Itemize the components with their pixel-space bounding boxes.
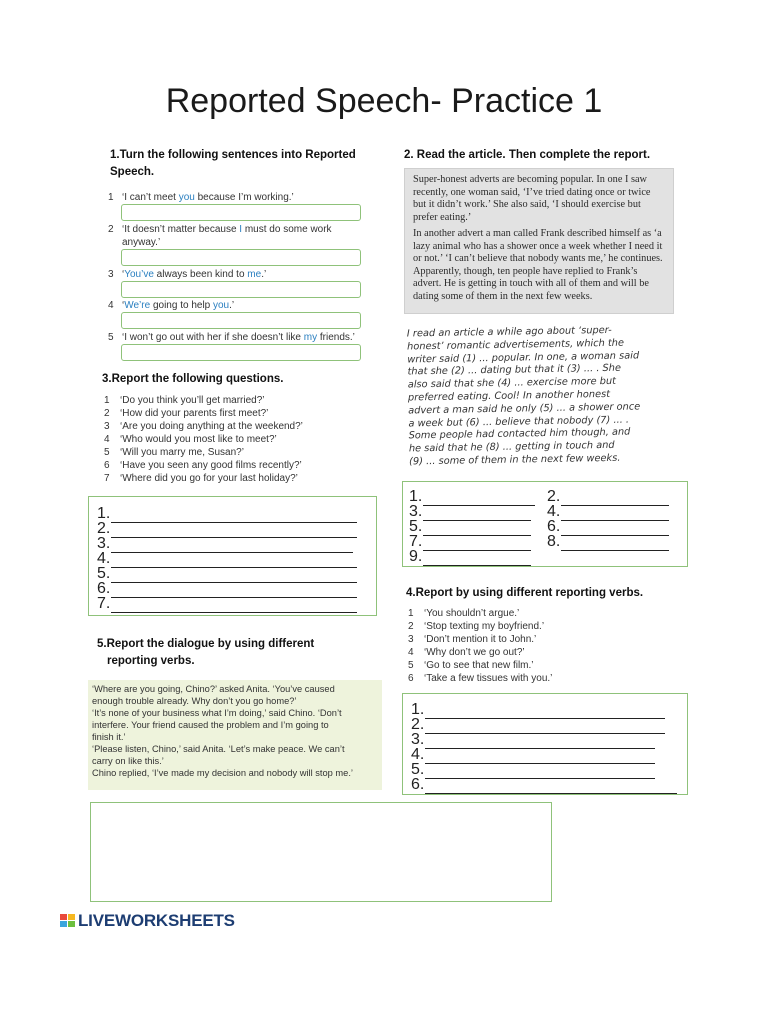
dialogue-text: ‘Where are you going, Chino?’ asked Anita. ‘You’ve caused enough trouble already. Why don’t you go home?’ ‘It’s none of your business what I’m doing,’ said Chino. ‘Don’t interfere. Your friend caused the problem and I’m going to finish it.’ ‘Please listen, Chino,’ said Anita. ‘Let’s make peace. We can’t carry on like this.’ Chino replied, ‘I’ve made my decision and nobody will stop me.’ xyxy=(88,680,382,790)
answer-line-3-6[interactable]: 6. xyxy=(97,580,357,598)
answer-line-3-1[interactable]: 1. xyxy=(97,505,357,523)
list-item: 1 ‘You shouldn’t argue.’ xyxy=(408,608,520,619)
answer-line-2-5[interactable]: 5. xyxy=(409,518,531,536)
list-item: 2 ‘Stop texting my boyfriend.’ xyxy=(408,621,545,632)
list-item: 6 ‘Have you seen any good films recently?’ xyxy=(104,460,302,471)
list-item: 3 ‘Don’t mention it to John.’ xyxy=(408,634,537,645)
section3-answer-box xyxy=(88,496,377,616)
answer-line-4-3[interactable]: 3. xyxy=(411,731,655,749)
answer-line-2-4[interactable]: 4. xyxy=(547,503,669,521)
article-text: Super-honest adverts are becoming popular. In one I saw recently, one woman said, ‘I’ve tried dating once or twice but it didn’t work.’ She also said, ‘I should exercise but prefer eating.’ In another advert a man called Frank described himself as ‘a lazy animal who has a shower once a week whether I need it or not.’ ‘I can’t believe that nobody wants me,’ he continues. Apparently, though, ten people have replied to Frank’s advert. He is getting in touch with all of them and will be dating some of them in the next few weeks. xyxy=(404,168,674,314)
answer-line-4-5[interactable]: 5. xyxy=(411,761,655,779)
list-item: 3 ‘Are you doing anything at the weekend?’ xyxy=(104,421,303,432)
answer-line-3-2[interactable]: 2. xyxy=(97,520,357,538)
answer-line-3-7[interactable]: 7. xyxy=(97,595,357,613)
section3-list xyxy=(104,394,303,485)
answer-line-2-7[interactable]: 7. xyxy=(409,533,531,551)
section2-title: 2. Read the article. Then complete the report. xyxy=(404,149,651,161)
liveworksheets-logo xyxy=(60,911,235,931)
answer-line-3-4[interactable]: 4. xyxy=(97,550,357,568)
answer-line-4-6[interactable]: 6. xyxy=(411,776,677,794)
section2-answer-box xyxy=(402,481,688,567)
section5-title: 5.Report the dialogue by using different reporting verbs. xyxy=(97,638,315,667)
answer-line-4-2[interactable]: 2. xyxy=(411,716,665,734)
report-text: I read an article a while ago about ‘super- honest’ romantic advertisements, which the writer said (1) ... popular. In one, a woman said that she (2) ... dating but that it (3) ... . She also said that she (4) ... exercise more but preferred eating. Cool! In another honest advert a man said he only (5) ... a shower once a week but (6) ... believe that nobody (7) ... . Some people had contacted him though, and he said that he (8) ... getting in touch and (9) ... some of them in the next few weeks. xyxy=(406,324,641,468)
answer-field-1-2[interactable] xyxy=(121,249,361,266)
answer-line-2-8[interactable]: 8. xyxy=(547,533,669,551)
answer-field-1-5[interactable] xyxy=(121,344,361,361)
answer-line-4-4[interactable]: 4. xyxy=(411,746,655,764)
list-item: 6 ‘Take a few tissues with you.’ xyxy=(408,673,553,684)
page-title: Reported Speech- Practice 1 xyxy=(165,82,603,120)
answer-line-2-6[interactable]: 6. xyxy=(547,518,669,536)
logo-text: LIVEWORKSHEETS xyxy=(78,911,235,930)
answer-line-2-3[interactable]: 3. xyxy=(409,503,531,521)
liveworksheets-logo-icon xyxy=(60,914,76,928)
list-item: 4 ‘Who would you most like to meet?’ xyxy=(104,434,277,445)
answer-line-3-3[interactable]: 3. xyxy=(97,535,353,553)
section3-title: 3.Report the following questions. xyxy=(102,373,284,385)
answer-field-1-4[interactable] xyxy=(121,312,361,329)
list-item: 5 ‘Go to see that new film.’ xyxy=(408,660,534,671)
list-item: 1 ‘Do you think you’ll get married?’ xyxy=(104,395,265,406)
answer-line-2-9[interactable]: 9. xyxy=(409,548,531,566)
answer-line-2-2[interactable]: 2. xyxy=(547,488,669,506)
list-item: 4 ‘Why don’t we go out?’ xyxy=(408,647,525,658)
section4-title: 4.Report by using different reporting verbs. xyxy=(406,587,644,599)
section4-answer-box xyxy=(402,693,688,795)
list-item: 5 ‘Will you marry me, Susan?’ xyxy=(104,447,244,458)
list-item: 2 ‘How did your parents first meet?’ xyxy=(104,408,269,419)
section5-answer-box[interactable] xyxy=(90,802,552,902)
answer-line-4-1[interactable]: 1. xyxy=(411,701,665,719)
answer-field-1-3[interactable] xyxy=(121,281,361,298)
answer-field-1-1[interactable] xyxy=(121,204,361,221)
section4-list xyxy=(408,607,552,685)
answer-line-2-1[interactable]: 1. xyxy=(409,488,535,506)
section1-title: 1.Turn the following sentences into Reported Speech. xyxy=(110,149,356,178)
answer-line-3-5[interactable]: 5. xyxy=(97,565,357,583)
list-item: 7 ‘Where did you go for your last holiday?’ xyxy=(104,473,298,484)
